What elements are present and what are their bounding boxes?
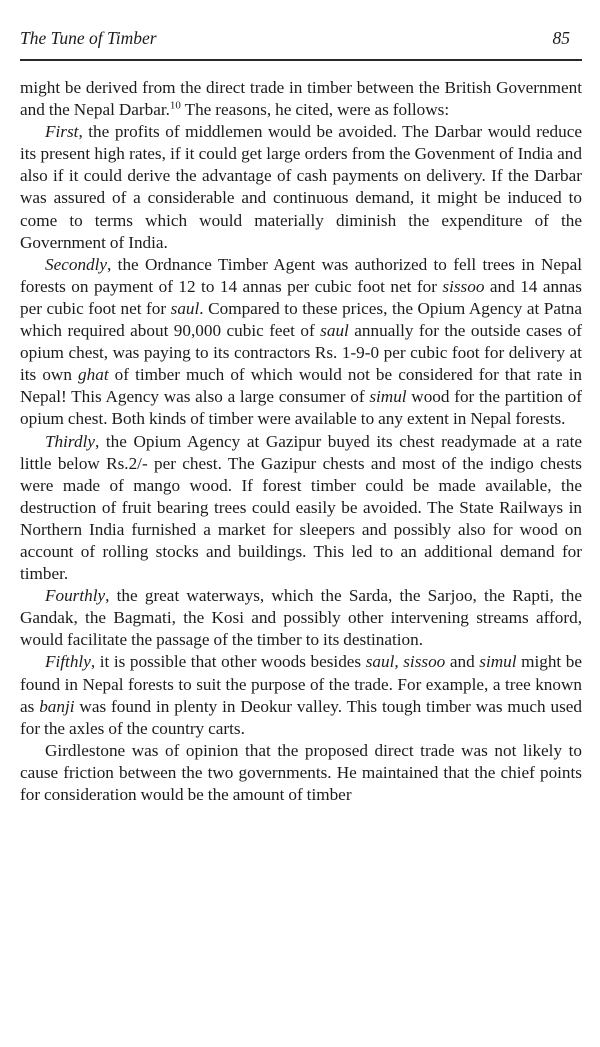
text-run: Girdlestone was of opinion that the proposed direct trade was not likely to cause friction between the two governments. He maintained that the chief points for consideration would be the amount of timber — [20, 740, 582, 804]
running-title: The Tune of Timber — [20, 28, 157, 48]
page-number: 85 — [552, 28, 570, 48]
footnote-reference: 10 — [169, 99, 181, 112]
text-run: of timber much of which would not be considered for that rate in Nepal! This Agency was also a large consumer of — [20, 365, 582, 407]
italic-text: banji — [39, 696, 75, 716]
italic-text: Secondly — [45, 254, 108, 274]
italic-text: Fourthly — [45, 586, 106, 606]
running-header — [20, 28, 582, 49]
text-run: , it is possible that other woods besides — [90, 652, 366, 672]
text-run: annually for the outside cases of opium chest, was paying to its contractors Rs. 1-9-0 per cubic foot for delivery at its own — [20, 321, 582, 385]
text-run: , the Ordnance Timber Agent was authorized to fell trees in Nepal forests on payment of 12 to 14 annas per cubic foot net for — [20, 254, 582, 296]
header-rule — [20, 59, 582, 61]
text-run: wood for the partition of opium chest. Both kinds of timber were available to any extent in Nepal forests. — [20, 387, 582, 429]
italic-text: saul — [170, 298, 200, 318]
paragraph — [20, 585, 582, 651]
italic-text: ghat — [78, 365, 109, 385]
paragraph — [20, 651, 582, 739]
italic-text: Fifthly — [45, 652, 91, 672]
paragraph — [20, 121, 582, 254]
italic-text: Thirdly — [45, 431, 95, 451]
paragraph — [20, 431, 582, 586]
italic-text: simul — [479, 652, 517, 672]
text-run: , the profits of middlemen would be avoided. The Darbar would reduce its present high rates, if it could get large orders from the Govenment of India and also if it could derive the advantage of cash payments on delivery. If the Darbar was assured of a considerable and continuous demand, it might be induced to come to terms which would materially diminish the expenditure of the Government of India. — [20, 122, 582, 252]
text-run: , the Opium Agency at Gazipur buyed its chest readymade at a rate little below Rs.2/- per chest. The Gazipur chests and most of the indigo chests were made of mango wood. If forest timber could be made available, the destruction of fruit bearing trees could easily be avoided. The State Railways in Northern India furnished a market for sleepers and possibly also for wood on account of rolling stocks and buildings. This led to an additional demand for timber. — [20, 431, 582, 584]
text-run: might be derived from the direct trade in timber between the British Government and the Nepal Darbar. — [20, 78, 582, 120]
text-run: was found in plenty in Deokur valley. This tough timber was much used for the axles of the country carts. — [20, 696, 582, 738]
text-run: . Compared to these prices, the Opium Agency at Patna which required about 90,000 cubic feet of — [20, 298, 582, 341]
text-run: The reasons, he cited, were as follows: — [180, 100, 450, 120]
body-text — [20, 77, 582, 806]
paragraph — [20, 740, 582, 806]
italic-text: First — [45, 122, 79, 142]
italic-text: simul — [369, 387, 407, 407]
paragraph — [20, 77, 582, 121]
italic-text: sissoo — [442, 276, 485, 296]
text-run: and — [445, 652, 480, 672]
text-run: , the great waterways, which the Sarda, the Sarjoo, the Rapti, the Gandak, the Bagmati, the Kosi and possibly other intervening streams afford, would facilitate the passage of the timber to its destination. — [20, 586, 582, 650]
italic-text: saul, sissoo — [365, 652, 446, 672]
paragraph — [20, 254, 582, 431]
text-run: and 14 annas per cubic foot net for — [20, 276, 582, 318]
text-run: might be found in Nepal forests to suit the purpose of the trade. For example, a tree known as — [20, 652, 582, 716]
italic-text: saul — [320, 321, 349, 341]
